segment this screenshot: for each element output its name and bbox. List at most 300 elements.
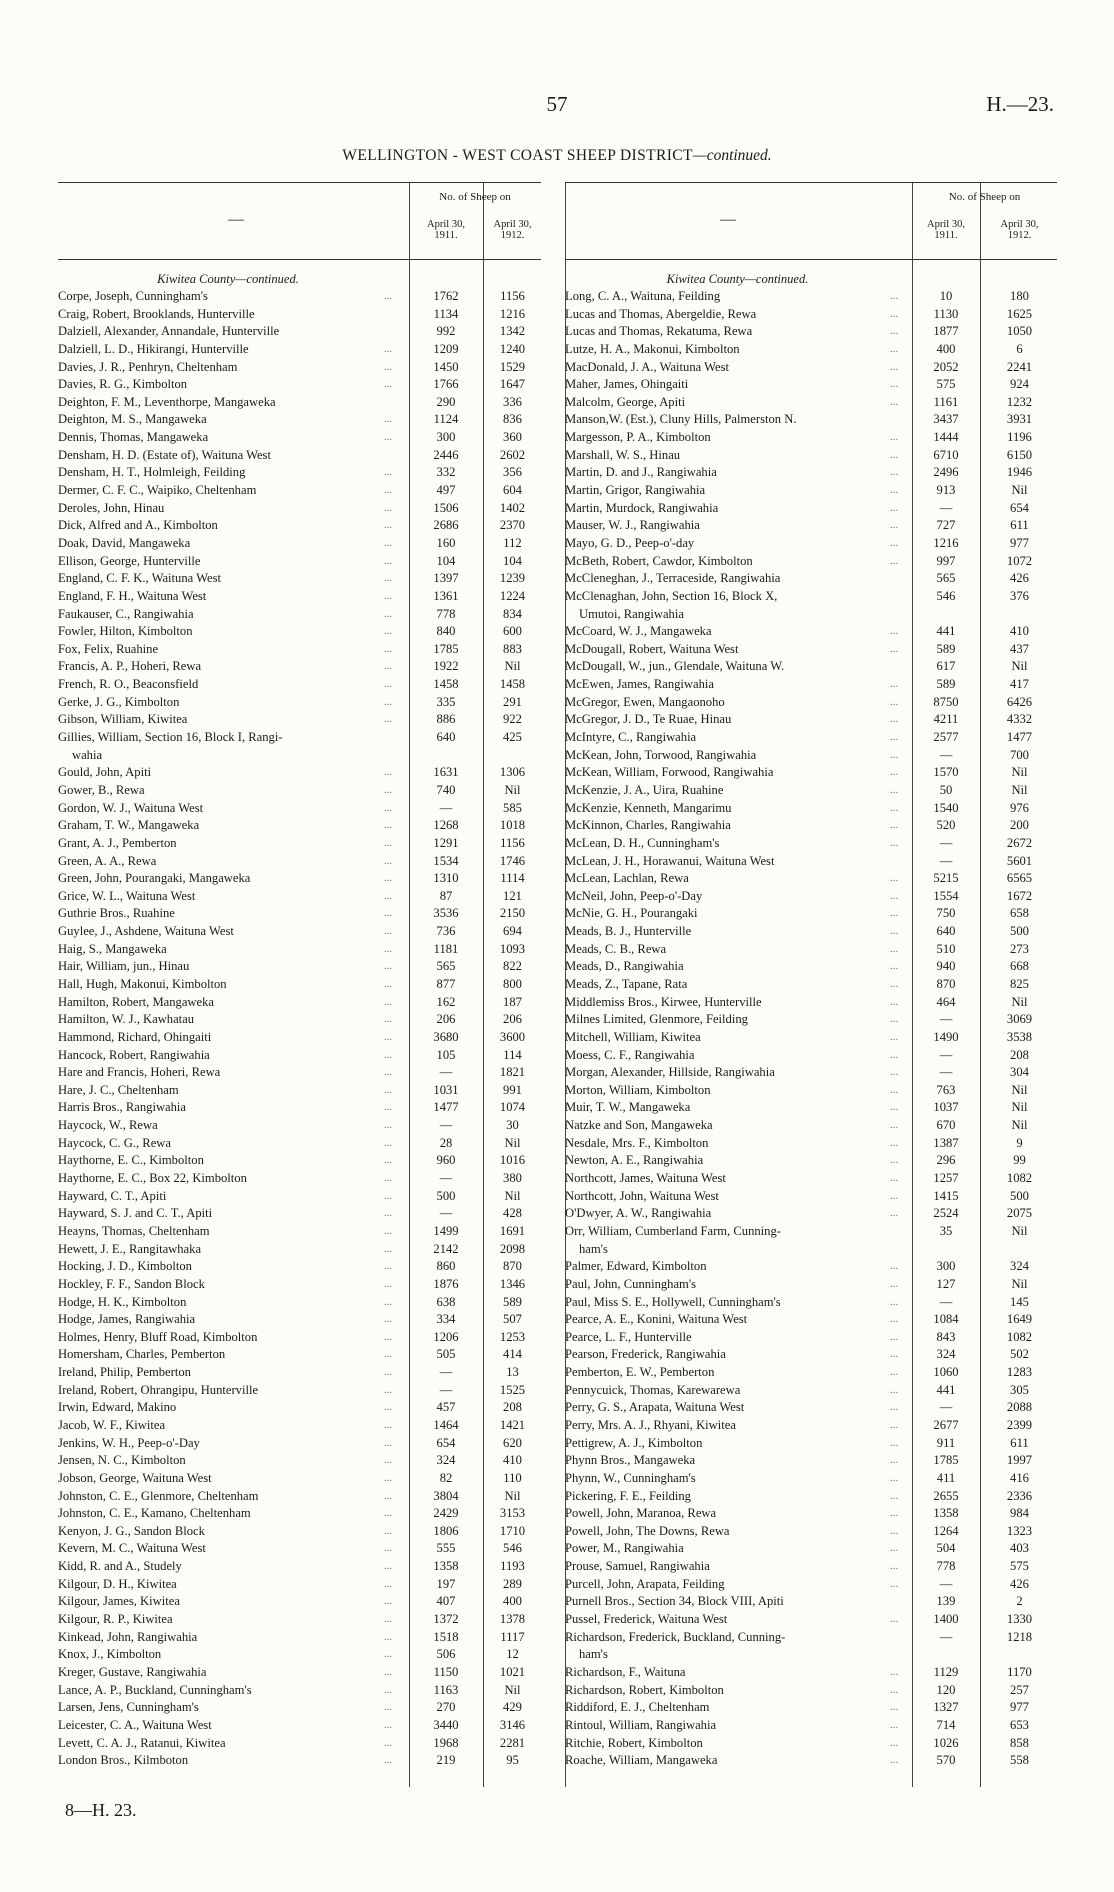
owner-name: Doak, David, Mangaweka — [58, 535, 191, 550]
table-row — [58, 1011, 541, 1029]
sheep-count-1911: 1490 — [933, 1029, 959, 1044]
table-row — [58, 870, 541, 888]
sheep-count-1912: 1710 — [499, 1523, 526, 1538]
sheep-count-1911: 50 — [939, 782, 953, 797]
table-row — [58, 1241, 541, 1259]
table-row — [565, 623, 1057, 641]
sheep-count-1911: — — [939, 853, 953, 868]
owner-name: Dermer, C. F. C., Waipiko, Cheltenham — [58, 483, 257, 498]
owner-name: Marshall, W. S., Hinau — [565, 447, 681, 462]
subheading-text: Kiwitea County—continued. — [157, 272, 299, 286]
table-row — [565, 1135, 1057, 1153]
sheep-count-1911: 1358 — [933, 1506, 959, 1521]
sheep-count-1912: 416 — [1010, 1470, 1029, 1485]
table-row — [565, 1699, 1057, 1717]
table-row — [58, 1735, 541, 1753]
table-row — [58, 288, 541, 306]
leader-dots: ... — [384, 1754, 393, 1767]
sheep-count-1912: 611 — [1010, 518, 1029, 533]
sheep-count-1911: — — [939, 1047, 953, 1062]
section-subheading — [565, 270, 910, 288]
sheep-count-1912: 1082 — [1006, 1329, 1033, 1344]
sheep-count-1912: Nil — [1011, 659, 1028, 674]
table-row — [565, 1435, 1057, 1453]
owner-name: Roache, William, Mangaweka — [565, 1753, 718, 1768]
sheep-count-1912: 991 — [503, 1082, 522, 1097]
sheep-count-1911: 750 — [936, 906, 956, 921]
leader-dots: ... — [890, 977, 899, 990]
sheep-count-1911: — — [939, 500, 953, 515]
owner-name: Deighton, F. M., Leventhorpe, Mangaweka — [58, 394, 276, 409]
leader-dots: ... — [384, 554, 393, 567]
table-row — [565, 923, 1057, 941]
sheep-count-1911: 510 — [936, 941, 956, 956]
sheep-count-1911: 1458 — [433, 677, 459, 692]
sheep-count-1912: Nil — [1011, 1118, 1028, 1133]
owner-name: Meads, B. J., Hunterville — [565, 924, 692, 939]
sheep-count-1911: 714 — [936, 1717, 956, 1732]
leader-dots: ... — [890, 1683, 899, 1696]
table-row — [58, 1576, 541, 1594]
sheep-count-1912: 2098 — [499, 1241, 526, 1256]
sheep-count-1911: 120 — [936, 1682, 956, 1697]
page-number: 57 — [546, 92, 568, 116]
sheep-count-1911: 1206 — [433, 1329, 459, 1344]
header-line: April 30, — [1000, 219, 1039, 230]
table-row — [565, 359, 1057, 377]
sheep-count-1911: 886 — [436, 712, 456, 727]
header-line: 1911. — [934, 230, 958, 241]
table-row — [565, 1205, 1057, 1223]
table-row — [565, 1505, 1057, 1523]
sheep-count-1911: 1264 — [933, 1523, 959, 1538]
sheep-count-1911: 1444 — [933, 430, 959, 445]
owner-name: Hewett, J. E., Rangitawhaka — [58, 1241, 202, 1256]
sheep-count-1912: 428 — [503, 1206, 522, 1221]
owner-name: McNeil, John, Peep-o'-Day — [565, 888, 703, 903]
owner-name: Dennis, Thomas, Mangaweka — [58, 430, 209, 445]
table-row — [565, 711, 1057, 729]
sheep-count-1911: 270 — [436, 1700, 456, 1715]
table-row — [565, 1152, 1057, 1170]
sheep-count-1911: 8750 — [933, 694, 959, 709]
owner-name: Phynn Bros., Mangaweka — [565, 1453, 696, 1468]
sheep-count-1912: 604 — [503, 483, 522, 498]
sheep-count-1912: Nil — [504, 1488, 521, 1503]
sheep-count-1911: 1031 — [433, 1082, 459, 1097]
owner-name: Maher, James, Ohingaiti — [565, 377, 689, 392]
sheep-count-1912: 825 — [1010, 976, 1029, 991]
owner-name: Natzke and Son, Mangaweka — [565, 1118, 713, 1133]
sheep-count-1911: 1922 — [433, 659, 459, 674]
leader-dots: ... — [890, 1577, 899, 1590]
sheep-count-1912: 114 — [503, 1047, 522, 1062]
leader-dots: ... — [384, 1454, 393, 1467]
sheep-count-1911: 960 — [436, 1153, 456, 1168]
table-row — [565, 1276, 1057, 1294]
table-row — [565, 482, 1057, 500]
table-row — [58, 1329, 541, 1347]
table-row — [565, 535, 1057, 553]
leader-dots: ... — [890, 1013, 899, 1026]
owner-name: Pearce, A. E., Konini, Waituna West — [565, 1312, 748, 1327]
table-row — [565, 800, 1057, 818]
leader-dots: ... — [890, 766, 899, 779]
sheep-count-1911: 35 — [939, 1223, 953, 1238]
owner-name: Mayo, G. D., Peep-o'-day — [565, 535, 695, 550]
owner-name: Powell, John, Maranoa, Rewa — [565, 1506, 717, 1521]
sheep-count-1912: 200 — [1010, 818, 1029, 833]
sheep-count-1911: 1268 — [433, 818, 459, 833]
sheep-count-1911: 877 — [436, 976, 456, 991]
sheep-count-1911: 335 — [436, 694, 456, 709]
leader-dots: ... — [890, 907, 899, 920]
owner-name: McKean, John, Torwood, Rangiwahia — [565, 747, 757, 762]
sheep-count-1912: 1170 — [1007, 1664, 1032, 1679]
owner-name: Nesdale, Mrs. F., Kimbolton — [565, 1135, 709, 1150]
sheep-count-1911: 1534 — [433, 853, 459, 868]
table-header — [58, 182, 541, 260]
sheep-count-1911: 1084 — [933, 1312, 959, 1327]
sheep-count-1912: 1114 — [500, 871, 525, 886]
left-column — [58, 182, 541, 1770]
leader-dots: ... — [890, 1454, 899, 1467]
sheep-count-1912: 600 — [503, 624, 522, 639]
sheep-count-1912: 12 — [506, 1647, 519, 1662]
sheep-count-1912: 1306 — [499, 765, 526, 780]
owner-name: Guthrie Bros., Ruahine — [58, 906, 175, 921]
leader-dots: ... — [384, 1260, 393, 1273]
table-row — [565, 764, 1057, 782]
owner-name: Kinkead, John, Rangiwahia — [58, 1629, 198, 1644]
sheep-count-1911: 300 — [936, 1259, 956, 1274]
leader-dots: ... — [384, 413, 393, 426]
sheep-count-1911: 2686 — [433, 518, 459, 533]
sheep-count-1912: 558 — [1010, 1753, 1029, 1768]
owner-name: Densham, H. D. (Estate of), Waituna West — [58, 447, 271, 462]
table-row — [565, 976, 1057, 994]
owner-name: Riddiford, E. J., Cheltenham — [565, 1700, 710, 1715]
table-row — [58, 994, 541, 1012]
sheep-count-1912: 3146 — [499, 1717, 526, 1732]
leader-dots: ... — [384, 977, 393, 990]
sheep-count-1912: 324 — [1010, 1259, 1029, 1274]
leader-dots: ... — [890, 501, 899, 514]
signature-mark: 8—H. 23. — [65, 1800, 137, 1820]
leader-dots: ... — [384, 1013, 393, 1026]
sheep-count-1911: 1358 — [433, 1559, 459, 1574]
sheep-count-1912: 658 — [1010, 906, 1029, 921]
table-row — [565, 729, 1057, 747]
leader-dots: ... — [890, 1277, 899, 1290]
sheep-count-1911: 911 — [936, 1435, 956, 1450]
leader-dots: ... — [384, 766, 393, 779]
sheep-count-1911: 1216 — [933, 535, 959, 550]
table-row — [58, 1682, 541, 1700]
sheep-count-1911: 727 — [936, 518, 956, 533]
leader-dots: ... — [384, 1718, 393, 1731]
table-row — [565, 570, 1057, 588]
sheep-count-1911: — — [939, 1576, 953, 1591]
sheep-count-1912: 546 — [503, 1541, 522, 1556]
table-row — [565, 1399, 1057, 1417]
sheep-count-1911: 1397 — [433, 571, 459, 586]
owner-name: Gould, John, Apiti — [58, 765, 152, 780]
owner-name: Morgan, Alexander, Hillside, Rangiwahia — [565, 1065, 775, 1080]
sheep-count-1911: 3437 — [933, 412, 959, 427]
sheep-count-1911: 1026 — [933, 1735, 959, 1750]
owner-name: Hare and Francis, Hoheri, Rewa — [58, 1065, 221, 1080]
sheep-count-1911: 870 — [936, 976, 956, 991]
leader-dots: ... — [384, 572, 393, 585]
table-row — [58, 1523, 541, 1541]
sheep-count-1911: 1450 — [433, 359, 459, 374]
owner-name: Pemberton, E. W., Pemberton — [565, 1365, 715, 1380]
owner-name: Pearson, Frederick, Rangiwahia — [565, 1347, 726, 1362]
owner-name: Corpe, Joseph, Cunningham's — [58, 289, 208, 303]
sheep-count-1912: 208 — [503, 1400, 522, 1415]
sheep-count-1912: Nil — [504, 1188, 521, 1203]
owner-name: Gower, B., Rewa — [58, 782, 145, 797]
sheep-count-1912: Nil — [1011, 1100, 1028, 1115]
leader-dots: ... — [384, 1683, 393, 1696]
leader-dots: ... — [384, 1242, 393, 1255]
table-row — [565, 1294, 1057, 1312]
table-row — [565, 1682, 1057, 1700]
sheep-count-1912: 2 — [1016, 1594, 1023, 1609]
sheep-count-1912: 3931 — [1006, 412, 1033, 427]
sheep-count-1912: 208 — [1010, 1047, 1029, 1062]
sheep-count-1911: 2677 — [933, 1418, 959, 1432]
sheep-count-1911: 640 — [936, 924, 956, 939]
heading-main: WELLINGTON - WEST COAST SHEEP DISTRICT — [342, 147, 693, 164]
table-row — [58, 376, 541, 394]
table-row — [565, 853, 1057, 871]
table-row — [58, 1505, 541, 1523]
sheep-count-1912: 924 — [1010, 377, 1029, 392]
sheep-count-1911: 638 — [436, 1294, 456, 1309]
table-row — [58, 658, 541, 676]
sheep-count-1912: 1672 — [1006, 888, 1033, 903]
sheep-count-1911: 546 — [936, 588, 956, 603]
leader-dots: ... — [890, 713, 899, 726]
sheep-count-1911: 2655 — [933, 1488, 959, 1503]
table-row — [565, 553, 1057, 571]
table-row — [565, 747, 1057, 765]
owner-name: ham's — [579, 1647, 608, 1662]
sheep-count-1911: 197 — [436, 1576, 456, 1591]
leader-dots: ... — [384, 1507, 393, 1520]
header-dash: — — [228, 211, 244, 228]
sheep-count-1912: 3153 — [499, 1506, 526, 1521]
table-row — [565, 606, 1057, 624]
sheep-count-1912: 2602 — [499, 447, 526, 462]
sheep-count-1911: 1209 — [433, 341, 459, 356]
sheep-count-1912: 1216 — [499, 306, 526, 321]
sheep-count-1912: 1402 — [499, 500, 526, 515]
sheep-count-1912: 376 — [1010, 588, 1029, 603]
leader-dots: ... — [384, 1366, 393, 1379]
table-row — [58, 570, 541, 588]
owner-name: McBeth, Robert, Cawdor, Kimbolton — [565, 553, 753, 568]
table-row — [58, 341, 541, 359]
sheep-count-1912: Nil — [1011, 782, 1028, 797]
leader-dots: ... — [384, 695, 393, 708]
owner-name: Perry, Mrs. A. J., Rhyani, Kiwitea — [565, 1418, 736, 1432]
sheep-count-1912: 653 — [1010, 1717, 1029, 1732]
owner-name: Kidd, R. and A., Studely — [58, 1559, 182, 1574]
owner-name: Guylee, J., Ashdene, Waituna West — [58, 924, 234, 939]
owner-name: Hayward, C. T., Apiti — [58, 1188, 167, 1203]
sheep-count-1912: 1232 — [1006, 394, 1033, 409]
owner-name: McKean, William, Forwood, Rangiwahia — [565, 765, 774, 780]
sheep-count-1912: 922 — [503, 712, 522, 727]
owner-name: Meads, C. B., Rewa — [565, 941, 667, 956]
table-row — [565, 1346, 1057, 1364]
owner-name: Mitchell, William, Kiwitea — [565, 1029, 701, 1044]
owner-name: MacDonald, J. A., Waituna West — [565, 359, 730, 374]
table-row — [565, 888, 1057, 906]
owner-name: Power, M., Rangiwahia — [565, 1541, 684, 1556]
leader-dots: ... — [890, 1101, 899, 1114]
leader-dots: ... — [384, 995, 393, 1008]
sheep-count-1912: 13 — [506, 1365, 519, 1380]
header-line: 1911. — [434, 230, 458, 241]
leader-dots: ... — [384, 1595, 393, 1608]
sheep-count-1911: 324 — [936, 1347, 956, 1362]
leader-dots: ... — [384, 925, 393, 938]
sheep-count-1911: 105 — [436, 1047, 456, 1062]
sheep-count-1912: 1746 — [499, 853, 526, 868]
sheep-count-1911: — — [939, 1400, 953, 1415]
table-row — [565, 1452, 1057, 1470]
sheep-count-1912: 500 — [1010, 924, 1029, 939]
sheep-count-1911: 1130 — [933, 306, 959, 321]
sheep-count-1911: 843 — [936, 1329, 956, 1344]
leader-dots: ... — [890, 1260, 899, 1273]
table-row — [58, 729, 541, 747]
sheep-count-1911: 1570 — [933, 765, 959, 780]
sheep-count-1911: 617 — [936, 659, 956, 674]
table-row — [565, 288, 1057, 306]
table-row — [58, 1099, 541, 1117]
sheep-count-1912: 668 — [1010, 959, 1029, 974]
owner-name: Haythorne, E. C., Kimbolton — [58, 1153, 204, 1168]
leader-dots: ... — [384, 1736, 393, 1749]
sheep-count-1912: Nil — [504, 659, 521, 674]
sheep-count-1911: 1464 — [433, 1418, 459, 1432]
sheep-count-1911: 1129 — [933, 1664, 959, 1679]
sheep-count-1911: — — [939, 1065, 953, 1080]
leader-dots: ... — [384, 872, 393, 885]
leader-dots: ... — [890, 1383, 899, 1396]
header-line: April 30, — [427, 219, 465, 230]
table-row — [58, 958, 541, 976]
leader-dots: ... — [890, 1136, 899, 1149]
leader-dots: ... — [384, 1030, 393, 1043]
header-col-1912 — [982, 219, 1057, 241]
leader-dots: ... — [384, 589, 393, 602]
sheep-count-1912: 3600 — [499, 1029, 526, 1044]
owner-name: Newton, A. E., Rangiwahia — [565, 1153, 704, 1168]
table-row — [58, 782, 541, 800]
leader-dots: ... — [890, 1401, 899, 1414]
sheep-count-1912: 1421 — [499, 1418, 526, 1432]
leader-dots: ... — [384, 1189, 393, 1202]
leader-dots: ... — [890, 836, 899, 849]
owner-name: Larsen, Jens, Cunningham's — [58, 1700, 199, 1715]
leader-dots: ... — [384, 1207, 393, 1220]
leader-dots: ... — [890, 1524, 899, 1537]
leader-dots: ... — [384, 1577, 393, 1590]
sheep-count-1912: 6426 — [1006, 694, 1033, 709]
owner-name: Hayward, S. J. and C. T., Apiti — [58, 1206, 213, 1221]
table-row — [58, 306, 541, 324]
owner-name: Long, C. A., Waituna, Feilding — [565, 289, 721, 303]
table-row — [58, 1276, 541, 1294]
owner-name: French, R. O., Beaconsfield — [58, 677, 199, 692]
sheep-count-1912: 104 — [503, 553, 522, 568]
leader-dots: ... — [890, 484, 899, 497]
owner-name: Perry, G. S., Arapata, Waituna West — [565, 1400, 745, 1415]
owner-name: Ellison, George, Hunterville — [58, 553, 201, 568]
sheep-count-1911: 565 — [936, 571, 956, 586]
table-row — [58, 941, 541, 959]
owner-name: Moess, C. F., Rangiwahia — [565, 1047, 695, 1062]
table-row — [58, 1223, 541, 1241]
table-row — [565, 500, 1057, 518]
leader-dots: ... — [890, 1665, 899, 1678]
sheep-count-1912: 410 — [1010, 624, 1029, 639]
owner-name: McCleneghan, J., Terraceside, Rangiwahia — [565, 571, 781, 586]
sheep-count-1912: 1196 — [1007, 430, 1032, 445]
owner-name: Hodge, H. K., Kimbolton — [58, 1294, 187, 1309]
sheep-count-1912: 426 — [1010, 1576, 1029, 1591]
table-row — [565, 658, 1057, 676]
table-row — [565, 870, 1057, 888]
sheep-count-1911: 520 — [936, 818, 956, 833]
owner-name: McIntyre, C., Rangiwahia — [565, 730, 697, 745]
leader-dots: ... — [384, 1277, 393, 1290]
leader-dots: ... — [890, 1048, 899, 1061]
table-row — [58, 1064, 541, 1082]
page-heading — [0, 147, 1114, 165]
owner-name: Northcott, James, Waituna West — [565, 1171, 726, 1186]
owner-name: Craig, Robert, Brooklands, Hunterville — [58, 306, 255, 321]
table-row — [58, 323, 541, 341]
leader-dots: ... — [890, 307, 899, 320]
sheep-count-1912: 2150 — [499, 906, 526, 921]
table-row — [58, 1364, 541, 1382]
table-row — [58, 1646, 541, 1664]
leader-dots: ... — [384, 1295, 393, 1308]
owner-name: Dick, Alfred and A., Kimbolton — [58, 518, 218, 533]
table-row — [58, 1346, 541, 1364]
header-group: No. of Sheep on — [439, 191, 511, 203]
owner-name: London Bros., Kilmboton — [58, 1753, 189, 1768]
table-row — [58, 411, 541, 429]
sheep-count-1912: 1021 — [499, 1664, 526, 1679]
sheep-count-1911: 1540 — [933, 800, 959, 815]
table-row — [58, 976, 541, 994]
leader-dots: ... — [384, 783, 393, 796]
table-row — [58, 464, 541, 482]
table-row — [58, 764, 541, 782]
sheep-count-1911: 670 — [936, 1118, 956, 1133]
sheep-count-1911: 1161 — [933, 394, 959, 409]
header-line: April 30, — [927, 219, 965, 230]
sheep-count-1912: 6150 — [1006, 447, 1033, 462]
